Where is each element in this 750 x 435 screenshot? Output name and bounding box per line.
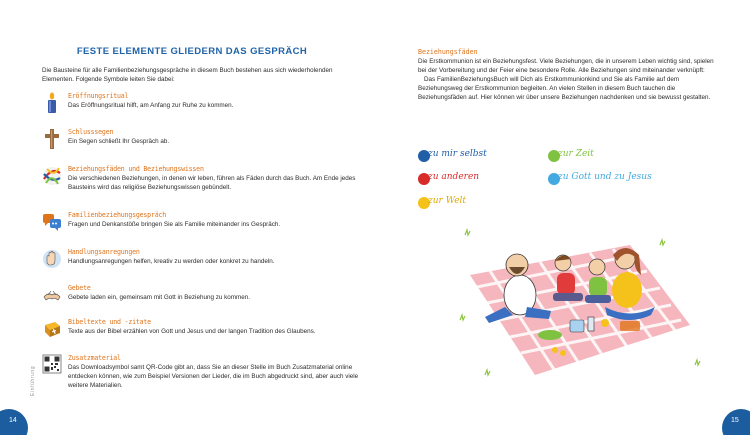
entry-text: Handlungsanregungen helfen, kreativ zu werden oder konkret zu handeln. — [68, 258, 275, 265]
entry-heading: Bibeltexte und -zitate — [68, 318, 151, 326]
legend-item-time — [548, 149, 618, 165]
legend-label: zu mir selbst — [428, 149, 487, 159]
page-number: 15 — [731, 417, 739, 424]
entry-text: Das Downloadsymbol samt QR-Code gibt an, dass Sie an dieser Stelle im Buch Zusatzmaterial online entdecken können, wie zum Beispiel Versionen der Lieder, die im Buch abgedruckt sind, aber auch viele weitere Materialien. — [68, 364, 359, 389]
legend-label: zu anderen — [428, 172, 480, 182]
paragraph-1: Die Erstkommunion ist ein Beziehungsfest. Viele Beziehungen, die in unserem Leben wichtig sind, spielen bei der Vorbereitung und der Feier eine besondere Rolle. Alle Beziehungen sind miteinander verknüpft: — [418, 58, 714, 74]
speech-bubbles-icon — [42, 211, 62, 233]
entry-text: Fragen und Denkanstöße bringen Sie als Familie miteinander ins Gespräch. — [68, 221, 281, 228]
page-number: 14 — [9, 417, 17, 424]
entry-eroeffnungsritual — [42, 92, 362, 122]
entry-heading: Eröffnungsritual — [68, 92, 129, 100]
paragraph-2: Das FamilienBeziehungsBuch will Dich als Erstkommunionkind und Sie als Familie auf dem Beziehungsweg der Erstkommunion begleiten. An vielen Stellen in diesem Buch tauchen die Beziehungsfäden auf. Hier können wir über unsere Beziehungen nachdenken und sie bewusst gestalten. — [418, 76, 711, 101]
candle-icon — [42, 92, 62, 114]
entry-heading: Zusatzmaterial — [68, 354, 121, 362]
section-text — [418, 57, 718, 102]
entry-bibeltexte — [42, 318, 362, 348]
intro-text: Die Bausteine für alle Familienbeziehungsgespräche in diesem Buch bestehen aus sich wiederholenden Elementen. Folgende Symbole leiten Sie dabei: — [42, 67, 333, 83]
legend-label: zur Zeit — [558, 149, 594, 159]
entry-heading: Gebete — [68, 284, 91, 292]
page-title: FESTE ELEMENTE GLIEDERN DAS GESPRÄCH — [76, 46, 308, 57]
legend-item-god — [548, 172, 668, 188]
praying-hands-icon — [42, 284, 62, 306]
entry-heading: Schlusssegen — [68, 128, 114, 136]
entry-text: Gebete laden ein, gemeinsam mit Gott in Beziehung zu kommen. — [68, 294, 251, 301]
hand-icon — [42, 248, 62, 270]
entry-gebete — [42, 284, 362, 314]
page-number-badge — [722, 409, 750, 435]
cross-icon — [42, 128, 62, 150]
entry-text: Die verschiedenen Beziehungen, in denen wir leben, führen als Fäden durch das Buch. Am Ende jedes Bausteins wird das religiöse Beziehungswissen gebündelt. — [68, 175, 356, 191]
right-page — [375, 0, 750, 435]
legend-label: zur Welt — [428, 196, 467, 206]
entry-heading: Familienbeziehungsgespräch — [68, 211, 167, 219]
entry-familienbeziehungsgespraech — [42, 211, 362, 241]
legend-spacer — [418, 147, 518, 163]
entry-text: Texte aus der Bibel erzählen von Gott und Jesus und der langen Tradition des Glaubens. — [68, 328, 316, 335]
legend-label: zu Gott und zu Jesus — [558, 172, 652, 182]
bible-icon — [42, 318, 62, 340]
entry-heading: Handlungsanregungen — [68, 248, 140, 256]
entry-handlungsanregungen — [42, 248, 362, 278]
entry-beziehungsfaeden — [42, 165, 362, 195]
entry-heading: Beziehungsfäden und Beziehungswissen — [68, 165, 204, 173]
threads-icon — [42, 165, 62, 187]
entry-schlusssegen — [42, 128, 362, 158]
entry-zusatzmaterial — [42, 354, 362, 396]
section-heading: Beziehungsfäden — [418, 48, 478, 56]
qr-code-icon[interactable] — [42, 354, 62, 376]
entry-text: Das Eröffnungsritual hilft, am Anfang zur Ruhe zu kommen. — [68, 102, 234, 109]
chapter-label: Einführung — [30, 365, 36, 396]
legend-item-world — [418, 196, 498, 212]
entry-text: Ein Segen schließt Ihr Gespräch ab. — [68, 138, 170, 145]
picnic-illustration — [455, 225, 750, 385]
page-number-badge — [0, 409, 28, 435]
legend-item-others — [418, 172, 528, 188]
